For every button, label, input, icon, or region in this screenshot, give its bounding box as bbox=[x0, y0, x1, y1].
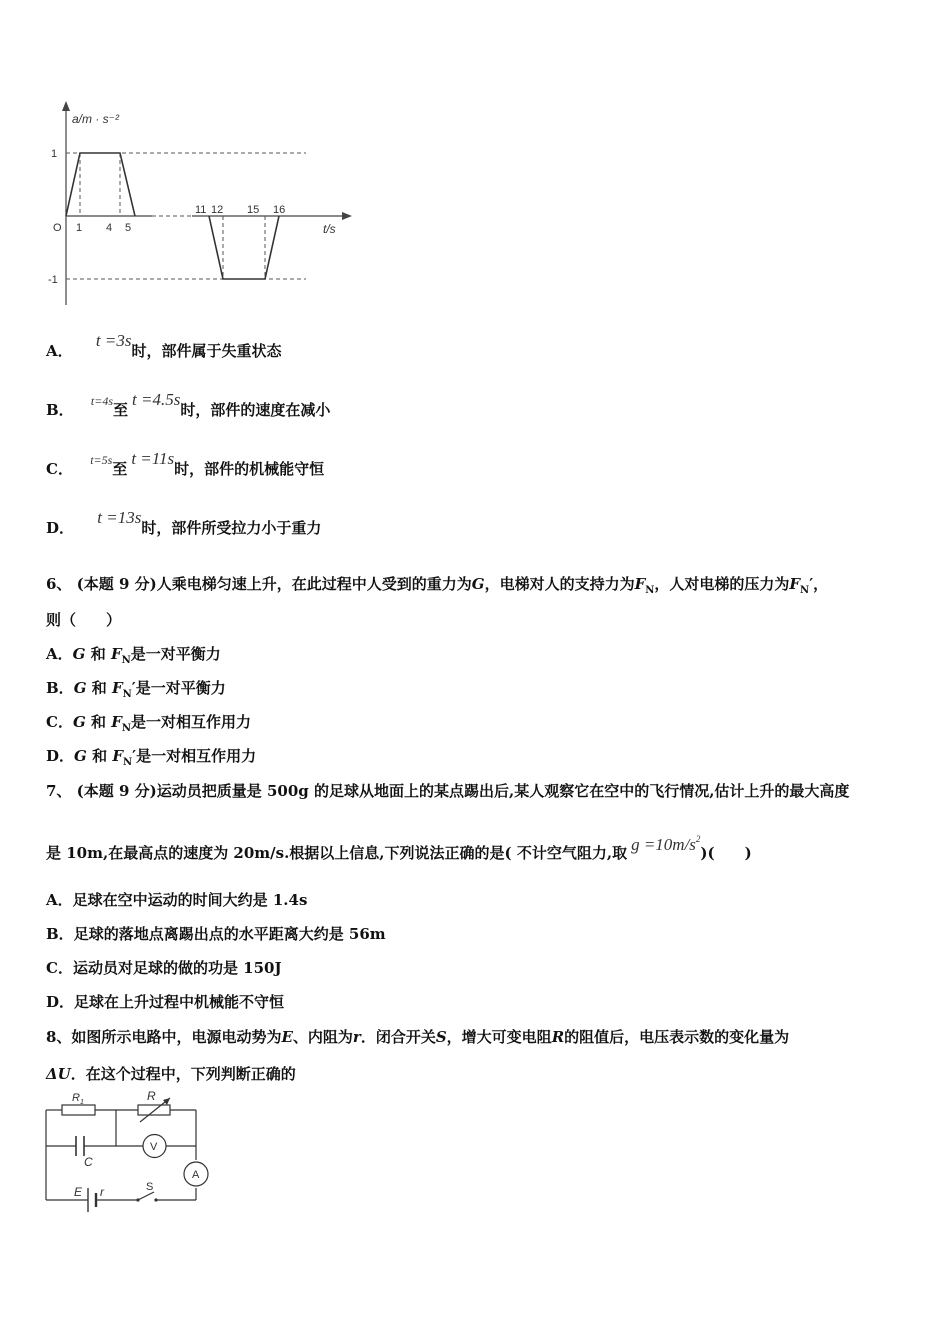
label-v: V bbox=[150, 1141, 158, 1153]
q7-stem-line2: 是 10m,在最高点的速度为 20m/s.根据以上信息,下列说法正确的是( 不计空气阻力,取 $g =10m/s^2$)( ) bbox=[46, 834, 752, 862]
x-tick-1: 1 bbox=[76, 222, 83, 234]
q7-option-b[interactable]: B．足球的落地点离踢出点的水平距离大约是 56m bbox=[46, 925, 386, 943]
q8-stem: 8、如图所示电路中，电源电动势为E、内阻为r．闭合开关S，增大可变电阻R的阻值后，电压表示数的变化量为 bbox=[46, 1028, 790, 1046]
label-s: S bbox=[146, 1181, 154, 1193]
q6-stem: 6、 (本题 9 分)人乘电梯匀速上升，在此过程中人受到的重力为G，电梯对人的支持力为$F_N$，人对电梯的压力为$F_N'$， bbox=[46, 575, 829, 596]
option-text: 时，部件属于失重状态 bbox=[131, 342, 282, 360]
acceleration-time-graph bbox=[40, 95, 360, 310]
x-tick-5: 5 bbox=[125, 222, 132, 234]
label-e: E bbox=[74, 1185, 83, 1199]
option-label: A． bbox=[46, 342, 73, 360]
option-label: D． bbox=[46, 519, 75, 537]
option-text: 时，部件的机械能守恒 bbox=[174, 460, 325, 478]
label-r1: $R_1$ bbox=[72, 1092, 84, 1106]
q6-stem-line2: 则（ ） bbox=[46, 611, 122, 629]
origin-label: O bbox=[53, 222, 62, 234]
option-math: t =3s bbox=[95, 331, 132, 350]
switch-blade bbox=[138, 1192, 154, 1200]
option-math-2: t =11s bbox=[131, 449, 175, 468]
x-axis-label: t/s bbox=[323, 222, 336, 236]
y-tick-neg1: -1 bbox=[48, 274, 58, 286]
x-tick-12: 12 bbox=[211, 204, 224, 216]
option-text: 时，部件的速度在减小 bbox=[180, 401, 331, 419]
q6-option-d[interactable]: D．G 和 $F_N'$是一对相互作用力 bbox=[46, 747, 257, 768]
y-tick-1: 1 bbox=[51, 148, 58, 160]
q7-option-a[interactable]: A．足球在空中运动的时间大约是 1.4s bbox=[46, 891, 308, 909]
y-axis-arrow bbox=[62, 101, 70, 111]
label-a: A bbox=[192, 1169, 200, 1181]
q6-option-a[interactable]: A．G 和 $F_N$是一对平衡力 bbox=[46, 645, 221, 666]
q7-g-math: g =10m/s bbox=[631, 835, 696, 854]
q7-option-c[interactable]: C．运动员对足球的做的功是 150J bbox=[46, 959, 282, 977]
x-tick-4: 4 bbox=[106, 222, 113, 234]
q5-option-d[interactable] bbox=[46, 508, 322, 538]
x-tick-15: 15 bbox=[247, 204, 260, 216]
x-tick-16: 16 bbox=[273, 204, 286, 216]
q5-option-a[interactable] bbox=[46, 331, 282, 361]
x-axis-arrow bbox=[342, 212, 352, 220]
option-math-2: t =4.5s bbox=[132, 390, 181, 409]
option-math: t =13s bbox=[97, 508, 142, 527]
option-text: 时，部件所受拉力小于重力 bbox=[141, 519, 322, 537]
option-mid: 至 bbox=[112, 460, 128, 478]
option-math: t=5s bbox=[90, 453, 113, 467]
option-label: B． bbox=[46, 401, 74, 419]
q6-option-b[interactable]: B．G 和 $F_N'$是一对平衡力 bbox=[46, 679, 226, 700]
label-r-internal: r bbox=[100, 1185, 104, 1199]
option-math: t=4s bbox=[90, 394, 114, 408]
circuit-diagram bbox=[40, 1088, 215, 1223]
q8-stem-line2: ΔU．在这个过程中，下列判断正确的 bbox=[46, 1065, 296, 1083]
graph-segment-2 bbox=[209, 216, 279, 279]
label-c: C bbox=[84, 1155, 93, 1169]
q5-option-b[interactable] bbox=[46, 390, 331, 420]
graph-segment-1 bbox=[66, 153, 135, 216]
x-tick-11: 11 bbox=[195, 204, 207, 216]
q7-option-d[interactable]: D．足球在上升过程中机械能不守恒 bbox=[46, 993, 285, 1011]
y-axis-label: a/m · s⁻² bbox=[72, 112, 119, 126]
option-mid: 至 bbox=[113, 401, 129, 419]
option-label: C． bbox=[46, 460, 73, 478]
q6-option-c[interactable]: C．G 和 $F_N$是一对相互作用力 bbox=[46, 713, 252, 734]
q7-stem: 7、 (本题 9 分)运动员把质量是 500g 的足球从地面上的某点踢出后,某人观察它在空中的飞行情况,估计上升的最大高度 bbox=[46, 782, 850, 800]
label-r: R bbox=[147, 1089, 156, 1103]
resistor-r1 bbox=[62, 1105, 95, 1115]
variable-resistor-r bbox=[138, 1105, 170, 1115]
q5-option-c[interactable] bbox=[46, 449, 325, 479]
